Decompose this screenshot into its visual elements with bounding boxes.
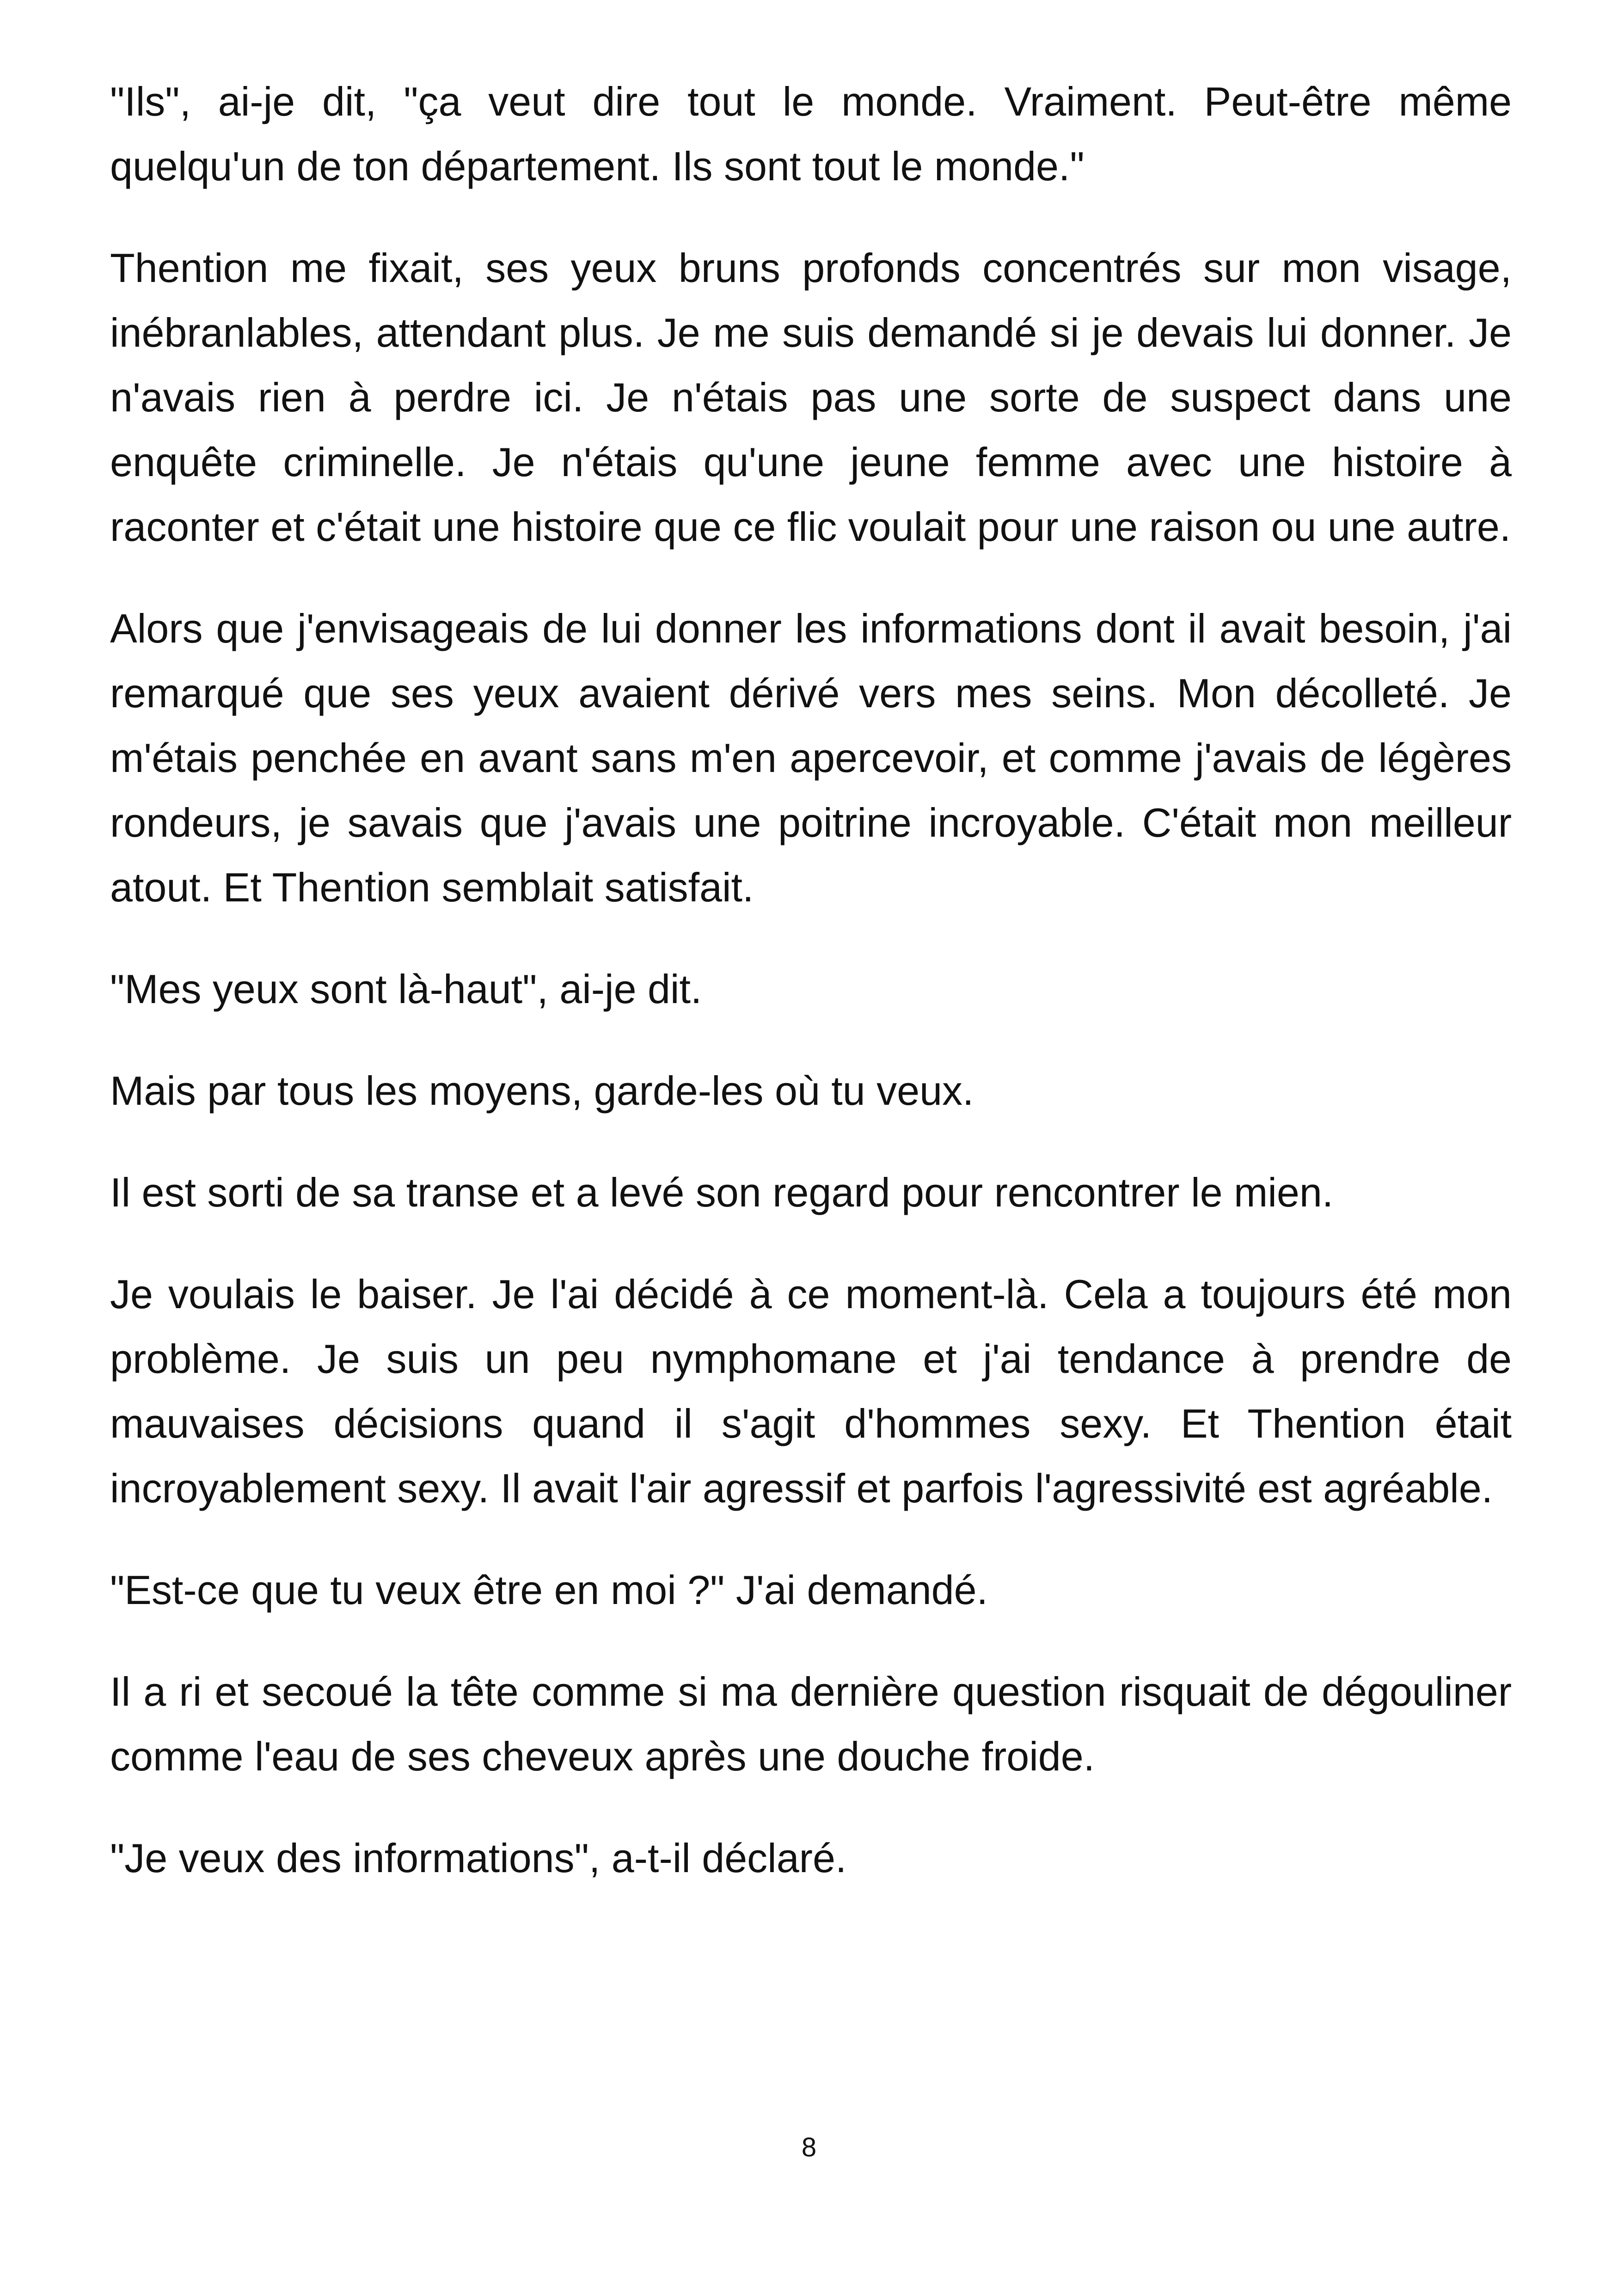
paragraph-1: "Ils", ai-je dit, "ça veut dire tout le monde. Vraiment. Peut-être même quelqu'un de ton département. Ils sont tout le monde." bbox=[110, 79, 1512, 189]
paragraph-3: Alors que j'envisageais de lui donner les informations dont il avait besoin, j'ai remarqué que ses yeux avaient dérivé vers mes seins. Mon décolleté. Je m'étais penchée en avant sans m'en apercevoir, et comme j'avais de légères rondeurs, je savais que j'avais une poitrine incroyable. C'était mon meilleur atout. Et Thention semblait satisfait. bbox=[110, 606, 1512, 910]
paragraph-7: Je voulais le baiser. Je l'ai décidé à ce moment-là. Cela a toujours été mon problème. Je suis un peu nymphomane et j'ai tendance à prendre de mauvaises décisions quand il s'agit d'hommes sexy. Et Thention était incroyablement sexy. Il avait l'air agressif et parfois l'agressivité est agréable. bbox=[110, 1271, 1512, 1511]
body-text bbox=[110, 69, 1512, 1928]
paragraph-10: "Je veux des informations", a-t-il déclaré. bbox=[110, 1835, 847, 1881]
paragraph-2: Thention me fixait, ses yeux bruns profonds concentrés sur mon visage, inébranlables, attendant plus. Je me suis demandé si je devais lui donner. Je n'avais rien à perdre ici. Je n'étais pas une sorte de suspect dans une enquête criminelle. Je n'étais qu'une jeune femme avec une histoire à raconter et c'était une histoire que ce flic voulait pour une raison ou une autre. bbox=[110, 245, 1512, 550]
paragraph-6: Il est sorti de sa transe et a levé son regard pour rencontrer le mien. bbox=[110, 1169, 1334, 1215]
paragraph-4: "Mes yeux sont là-haut", ai-je dit. bbox=[110, 966, 702, 1012]
paragraph-8: "Est-ce que tu veux être en moi ?" J'ai demandé. bbox=[110, 1567, 988, 1613]
paragraph-5: Mais par tous les moyens, garde-les où tu veux. bbox=[110, 1068, 974, 1114]
page-number: 8 bbox=[801, 2132, 817, 2162]
paragraph-9: Il a ri et secoué la tête comme si ma dernière question risquait de dégouliner comme l'eau de ses cheveux après une douche froide. bbox=[110, 1669, 1512, 1779]
